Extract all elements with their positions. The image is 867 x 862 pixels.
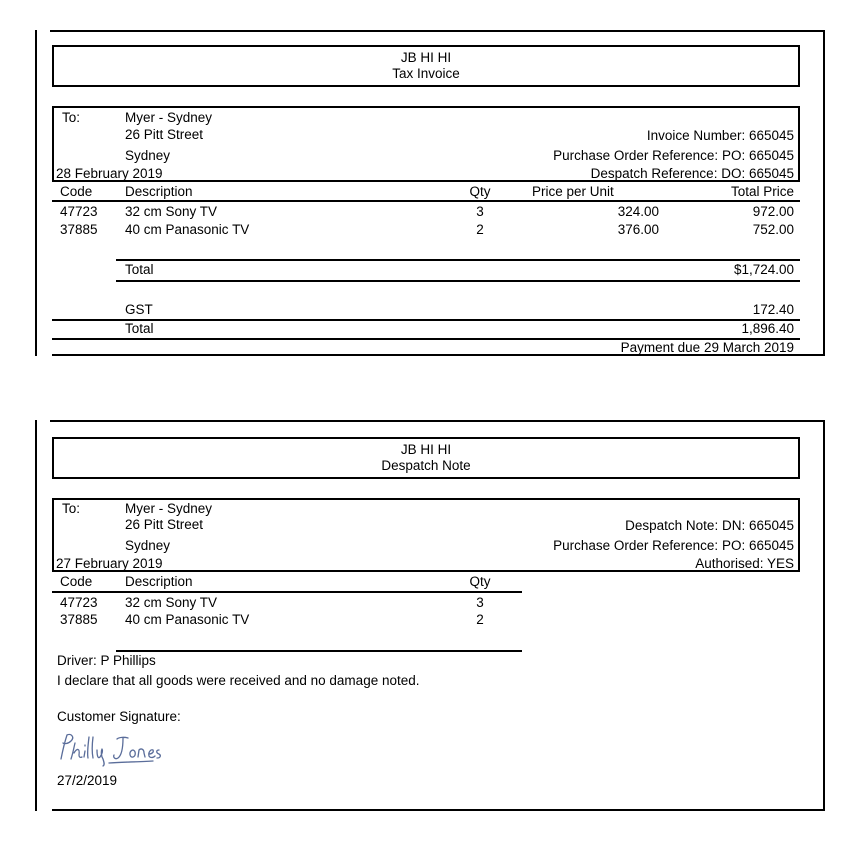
signature-date: 27/2/2019 [57,773,118,788]
customer-signature-image [55,729,165,767]
invoice-to-label: To: [62,110,81,125]
despatch-company-name: JB HI HI [400,442,452,457]
invoice-row-unit-price: 324.00 [617,204,659,219]
despatch-outer-left-border [35,420,37,811]
invoice-grand-total-value: 1,896.40 [741,321,794,336]
invoice-col-unit-price: Price per Unit [532,184,614,199]
invoice-subtotal-bottom-rule [116,280,800,282]
invoice-row-qty: 3 [476,204,484,219]
despatch-row-description: 40 cm Panasonic TV [125,612,250,627]
invoice-title: Tax Invoice [392,66,460,81]
despatch-col-qty: Qty [469,574,491,589]
despatch-authorised: Authorised: YES [695,556,794,571]
despatch-date: 27 February 2019 [56,556,163,571]
despatch-to-name: Myer - Sydney [125,501,213,516]
invoice-col-description: Description [125,184,193,199]
invoice-row-code: 37885 [60,222,98,237]
invoice-row-qty: 2 [476,222,484,237]
invoice-outer-right-border [823,30,825,356]
invoice-to-name: Myer - Sydney [125,110,213,125]
invoice-gst-value: 172.40 [752,302,794,317]
invoice-date: 28 February 2019 [56,166,163,181]
driver-rule [116,650,522,652]
invoice-outer-left-border [35,30,37,356]
despatch-row-code: 37885 [60,612,98,627]
invoice-grand-total-label: Total [125,321,154,336]
driver-name: P Phillips [100,653,156,668]
despatch-to-city: Sydney [125,538,171,553]
despatch-to-street: 26 Pitt Street [125,517,204,532]
despatch-outer-right-border [823,420,825,811]
invoice-col-total-price: Total Price [730,184,794,199]
invoice-row-total: 972.00 [752,204,794,219]
invoice-gst-label: GST [125,302,153,317]
despatch-row-qty: 2 [476,612,484,627]
despatch-outer-bottom-border [52,809,825,811]
invoice-company-name: JB HI HI [400,50,452,65]
invoice-row-description: 32 cm Sony TV [125,204,218,219]
driver-label: Driver: [57,653,97,668]
invoice-to-city: Sydney [125,148,171,163]
invoice-col-qty: Qty [469,184,491,199]
customer-signature-label: Customer Signature: [57,709,181,724]
invoice-row-code: 47723 [60,204,98,219]
invoice-subtotal-value: $1,724.00 [733,262,794,277]
invoice-col-code: Code [60,184,93,199]
invoice-payment-due: Payment due 29 March 2019 [620,340,794,355]
invoice-to-street: 26 Pitt Street [125,127,204,142]
despatch-header-underline [52,591,522,593]
despatch-col-code: Code [60,574,93,589]
despatch-to-label: To: [62,501,81,516]
despatch-row-qty: 3 [476,595,484,610]
invoice-subtotal-label: Total [125,262,154,277]
despatch-title: Despatch Note [381,458,471,473]
invoice-subtotal-top-rule [116,259,800,261]
invoice-row-description: 40 cm Panasonic TV [125,222,250,237]
invoice-despatch-reference: Despatch Reference: DO: 665045 [590,166,794,181]
invoice-po-reference: Purchase Order Reference: PO: 665045 [553,148,794,163]
despatch-note-number: Despatch Note: DN: 665045 [625,518,794,533]
despatch-po-reference: Purchase Order Reference: PO: 665045 [553,538,794,553]
invoice-number: Invoice Number: 665045 [646,128,794,143]
driver-line [57,653,156,669]
invoice-header-underline [52,200,800,202]
invoice-row-total: 752.00 [752,222,794,237]
despatch-col-description: Description [125,574,193,589]
invoice-outer-top-border [50,30,825,32]
invoice-row-unit-price: 376.00 [617,222,659,237]
declaration-text: I declare that all goods were received and no damage noted. [57,673,420,688]
despatch-row-code: 47723 [60,595,98,610]
despatch-outer-top-border [50,420,825,422]
despatch-row-description: 32 cm Sony TV [125,595,218,610]
